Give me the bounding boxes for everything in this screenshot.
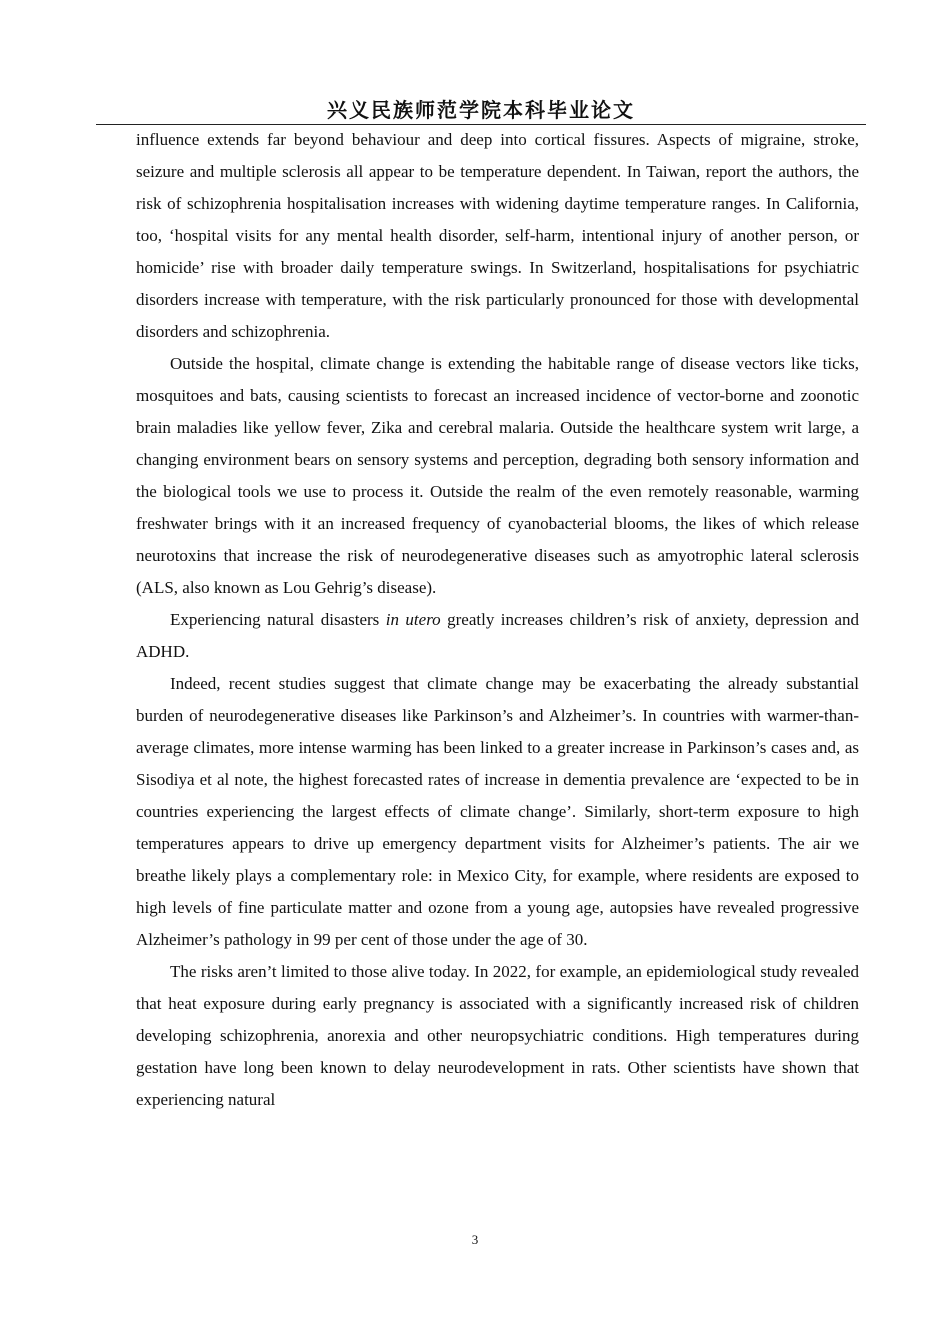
paragraph-2: Outside the hospital, climate change is extending the habitable range of disease vectors like ticks, mosquitoes and bats, causing scientists to forecast an increased incidence of vector-borne and zoonotic brain maladies like yellow fever, Zika and cerebral malaria. Outside the healthcare system writ large, a changing environment bears on sensory systems and perception, degrading both sensory information and the biological tools we use to process it. Outside the realm of the even remotely reasonable, warming freshwater brings with it an increased frequency of cyanobacterial blooms, the likes of which release neurotoxins that increase the risk of neurodegenerative diseases such as amyotrophic lateral sclerosis (ALS, also known as Lou Gehrig’s disease). — [136, 354, 859, 597]
paragraph-1: influence extends far beyond behaviour and deep into cortical fissures. Aspects of migraine, stroke, seizure and multiple sclerosis all appear to be temperature dependent. In Taiwan, report the authors, the risk of schizophrenia hospitalisation increases with widening daytime temperature ranges. In California, too, ‘hospital visits for any mental health disorder, self-harm, intentional injury of another person, or homicide’ rise with broader daily temperature swings. In Switzerland, hospitalisations for psychiatric disorders increase with temperature, with the risk particularly pronounced for those with developmental disorders and schizophrenia. — [136, 130, 859, 341]
paragraph-3-start: Experiencing natural disasters — [170, 610, 386, 629]
paragraph-3-italic: in utero — [385, 610, 441, 629]
paragraph-5: The risks aren’t limited to those alive today. In 2022, for example, an epidemiological study revealed that heat exposure during early pregnancy is associated with a significantly increased risk of children developing schizophrenia, anorexia and other neuropsychiatric conditions. High temperatures during gestation have long been known to delay neurodevelopment in rats. Other scientists have shown that experiencing natural — [136, 962, 859, 1109]
page-header-title: 兴义民族师范学院本科毕业论文 — [327, 98, 635, 122]
document-body — [136, 124, 859, 1116]
paragraph-3 — [136, 604, 859, 668]
paragraph-3-end: greatly increases children’s risk of anxiety, depression and ADHD. — [136, 610, 859, 661]
paragraph-4: Indeed, recent studies suggest that climate change may be exacerbating the already substantial burden of neurodegenerative diseases like Parkinson’s and Alzheimer’s. In countries with warmer-than-average climates, more intense warming has been linked to a greater increase in Parkinson’s cases and, as Sisodiya et al note, the highest forecasted rates of increase in dementia prevalence are ‘expected to be in countries experiencing the largest effects of climate change’. Similarly, short-term exposure to high temperatures appears to drive up emergency department visits for Alzheimer’s patients. The air we breathe likely plays a complementary role: in Mexico City, for example, where residents are exposed to high levels of fine particulate matter and ozone from a young age, autopsies have revealed progressive Alzheimer’s pathology in 99 per cent of those under the age of 30. — [136, 674, 859, 949]
page-number: 3 — [471, 1232, 479, 1247]
